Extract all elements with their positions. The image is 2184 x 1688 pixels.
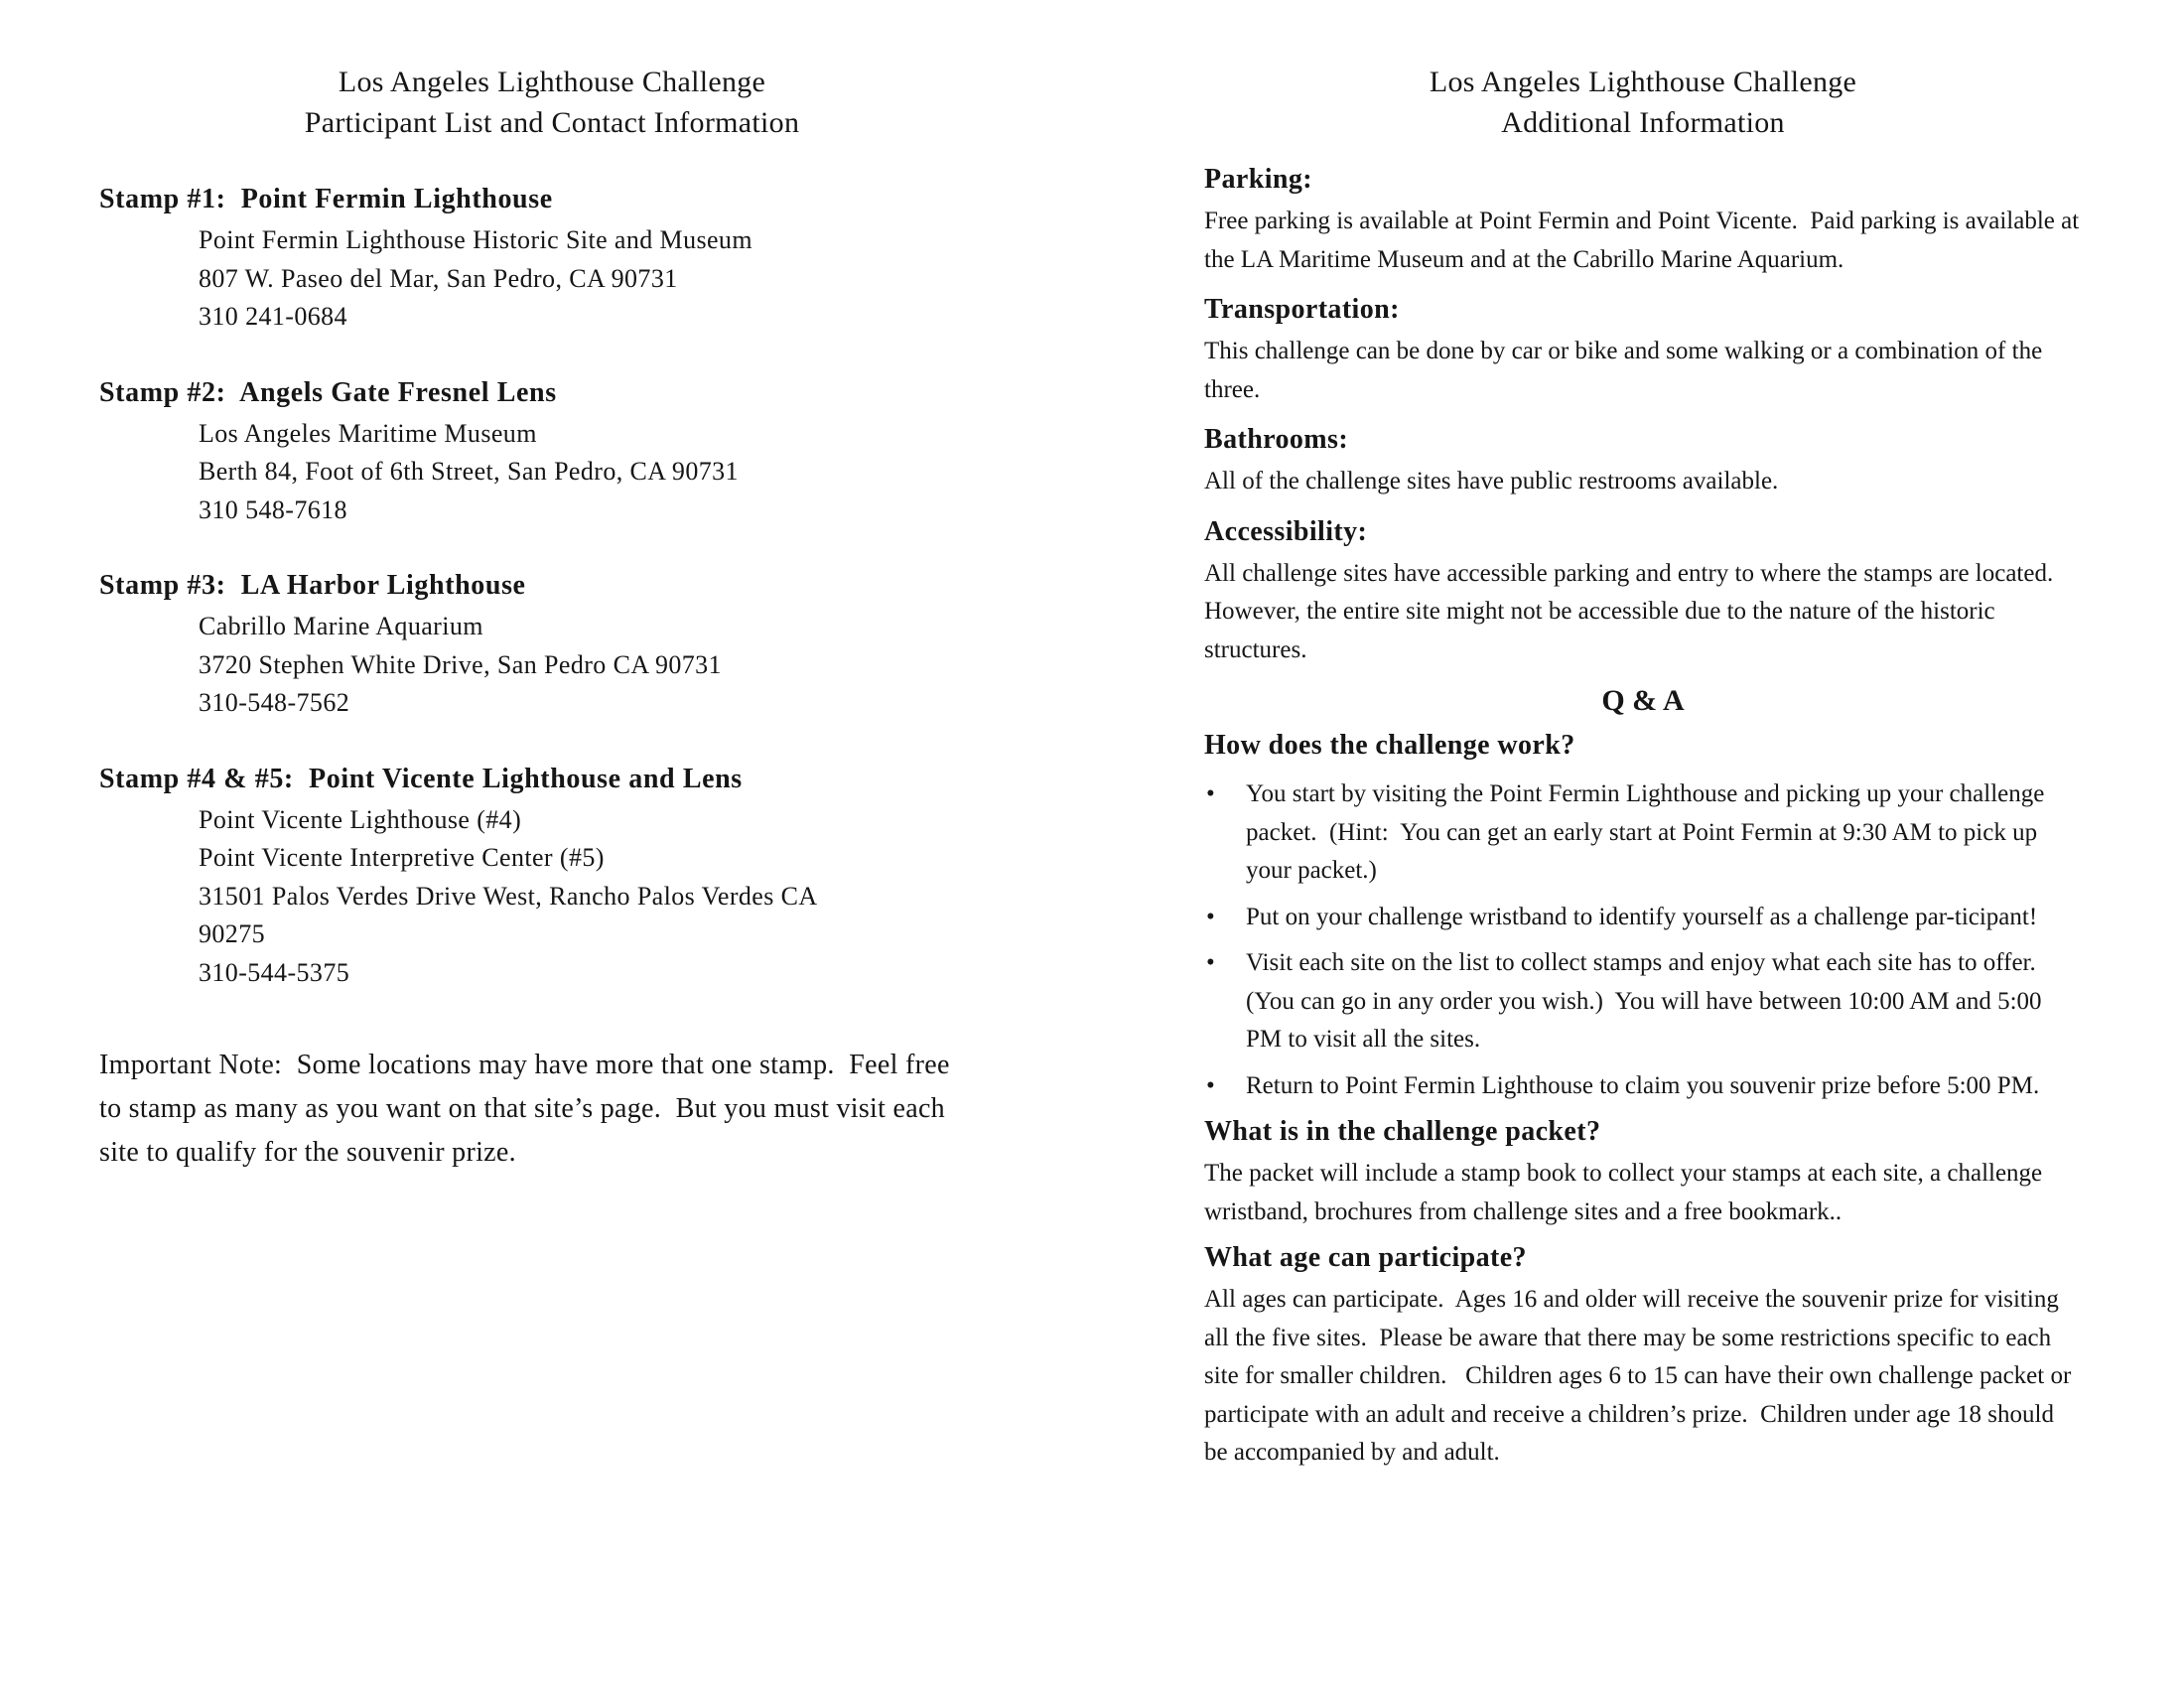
left-page-title xyxy=(99,62,1005,143)
stamp-2-heading: Stamp #2: Angels Gate Fresnel Lens xyxy=(99,376,557,408)
qa-section-title: Q & A xyxy=(1601,684,1685,717)
stamp-entry-1 xyxy=(99,183,1005,337)
stamp-5-site-name: Point Vicente Interpretive Center (#5) xyxy=(199,843,605,872)
stamp-4-5-address-line-1: 31501 Palos Verdes Drive West, Rancho Palos Verdes CA xyxy=(199,881,818,911)
stamp-entry-4-5 xyxy=(99,763,1005,993)
stamp-1-details xyxy=(199,221,913,337)
bullet-item: • Return to Point Fermin Lighthouse to claim you souvenir prize before 5:00 PM. xyxy=(1204,1067,2082,1106)
bathrooms-body: All of the challenge sites have public restrooms available. xyxy=(1204,468,1779,494)
stamp-3-details xyxy=(199,608,913,723)
accessibility-heading: Accessibility: xyxy=(1204,515,1368,547)
section-transportation xyxy=(1204,292,2082,409)
stamp-3-address: 3720 Stephen White Drive, San Pedro CA 90731 xyxy=(199,649,722,679)
bullet-item: • Put on your challenge wristband to identify yourself as a challenge par-ticipant! xyxy=(1204,899,2082,937)
question-challenge-packet xyxy=(1204,1114,2082,1231)
stamp-3-phone: 310-548-7562 xyxy=(199,688,350,717)
stamp-4-5-details xyxy=(199,801,913,993)
stamp-1-phone: 310 241-0684 xyxy=(199,302,347,331)
right-title-line-2: Additional Information xyxy=(1501,106,1785,139)
section-accessibility xyxy=(1204,514,2082,670)
stamp-2-phone: 310 548-7618 xyxy=(199,494,347,524)
stamp-4-5-address-line-2: 90275 xyxy=(199,919,265,948)
important-note: Important Note: Some locations may have more that one stamp. Feel free to stamp as many as you want on that site’s page. But you must visit each site to qualify for the souvenir prize. xyxy=(99,1050,958,1168)
bullet-item: • Visit each site on the list to collect stamps and enjoy what each site has to offer. (You can go in any order you wish.) You will have between 10:00 AM and 5:00 PM to visit all the sites. xyxy=(1204,944,2082,1059)
additional-information-page xyxy=(1204,0,2086,1473)
question-3-body: All ages can participate. Ages 16 and older will receive the souvenir prize for visiting all the five sites. Please be aware that there may be some restrictions specific to each site for smaller children. Children ages 6 to 15 can have their own challenge packet or participate with an adult and receive a children’s prize. Children under age 18 should be accompanied by and adult. xyxy=(1204,1286,2078,1466)
stamp-entry-2 xyxy=(99,376,1005,530)
accessibility-body: All challenge sites have accessible parking and entry to where the stamps are located. However, the entire site might not be accessible due to the nature of the historic structures. xyxy=(1204,559,2066,663)
bullet-item: • You start by visiting the Point Fermin Lighthouse and picking up your challenge packet. (Hint: You can get an early start at Point Fermin at 9:30 AM to pick up your packet.) xyxy=(1204,775,2082,891)
parking-heading: Parking: xyxy=(1204,164,1312,195)
question-3-heading: What age can participate? xyxy=(1204,1242,1527,1273)
right-page-title xyxy=(1204,62,2082,143)
stamp-entry-3 xyxy=(99,569,1005,723)
question-2-heading: What is in the challenge packet? xyxy=(1204,1116,1601,1147)
question-1-bullet-list xyxy=(1204,775,2082,1105)
transportation-heading: Transportation: xyxy=(1204,294,1400,325)
stamp-4-5-phone: 310-544-5375 xyxy=(199,957,350,987)
stamp-1-address: 807 W. Paseo del Mar, San Pedro, CA 90731 xyxy=(199,263,678,293)
stamp-3-heading: Stamp #3: LA Harbor Lighthouse xyxy=(99,570,526,601)
question-2-body: The packet will include a stamp book to collect your stamps at each site, a challenge wristband, brochures from challenge sites and a free bookmark.. xyxy=(1204,1160,2049,1225)
stamp-4-site-name: Point Vicente Lighthouse (#4) xyxy=(199,804,522,834)
stamp-2-address: Berth 84, Foot of 6th Street, San Pedro, CA 90731 xyxy=(199,457,739,486)
question-how-does-challenge-work xyxy=(1204,728,2082,1105)
left-title-line-2: Participant List and Contact Information xyxy=(304,106,800,139)
question-1-heading: How does the challenge work? xyxy=(1204,730,1575,761)
left-title-line-1: Los Angeles Lighthouse Challenge xyxy=(338,66,766,98)
stamp-2-details xyxy=(199,415,913,530)
stamp-1-heading: Stamp #1: Point Fermin Lighthouse xyxy=(99,184,553,214)
stamp-2-site-name: Los Angeles Maritime Museum xyxy=(199,418,537,448)
participant-list-page xyxy=(99,0,1005,1175)
bathrooms-heading: Bathrooms: xyxy=(1204,424,1349,455)
stamp-1-site-name: Point Fermin Lighthouse Historic Site and Museum xyxy=(199,225,752,254)
question-age-participate xyxy=(1204,1240,2082,1473)
stamp-4-5-heading: Stamp #4 & #5: Point Vicente Lighthouse and Lens xyxy=(99,763,743,794)
parking-body: Free parking is available at Point Fermin and Point Vicente. Paid parking is available at the LA Maritime Museum and at the Cabrillo Marine Aquarium. xyxy=(1204,208,2086,273)
transportation-body: This challenge can be done by car or bike and some walking or a combination of the three. xyxy=(1204,338,2049,403)
section-bathrooms xyxy=(1204,422,2082,501)
right-title-line-1: Los Angeles Lighthouse Challenge xyxy=(1429,66,1857,98)
section-parking xyxy=(1204,162,2086,279)
stamp-3-site-name: Cabrillo Marine Aquarium xyxy=(199,612,483,640)
